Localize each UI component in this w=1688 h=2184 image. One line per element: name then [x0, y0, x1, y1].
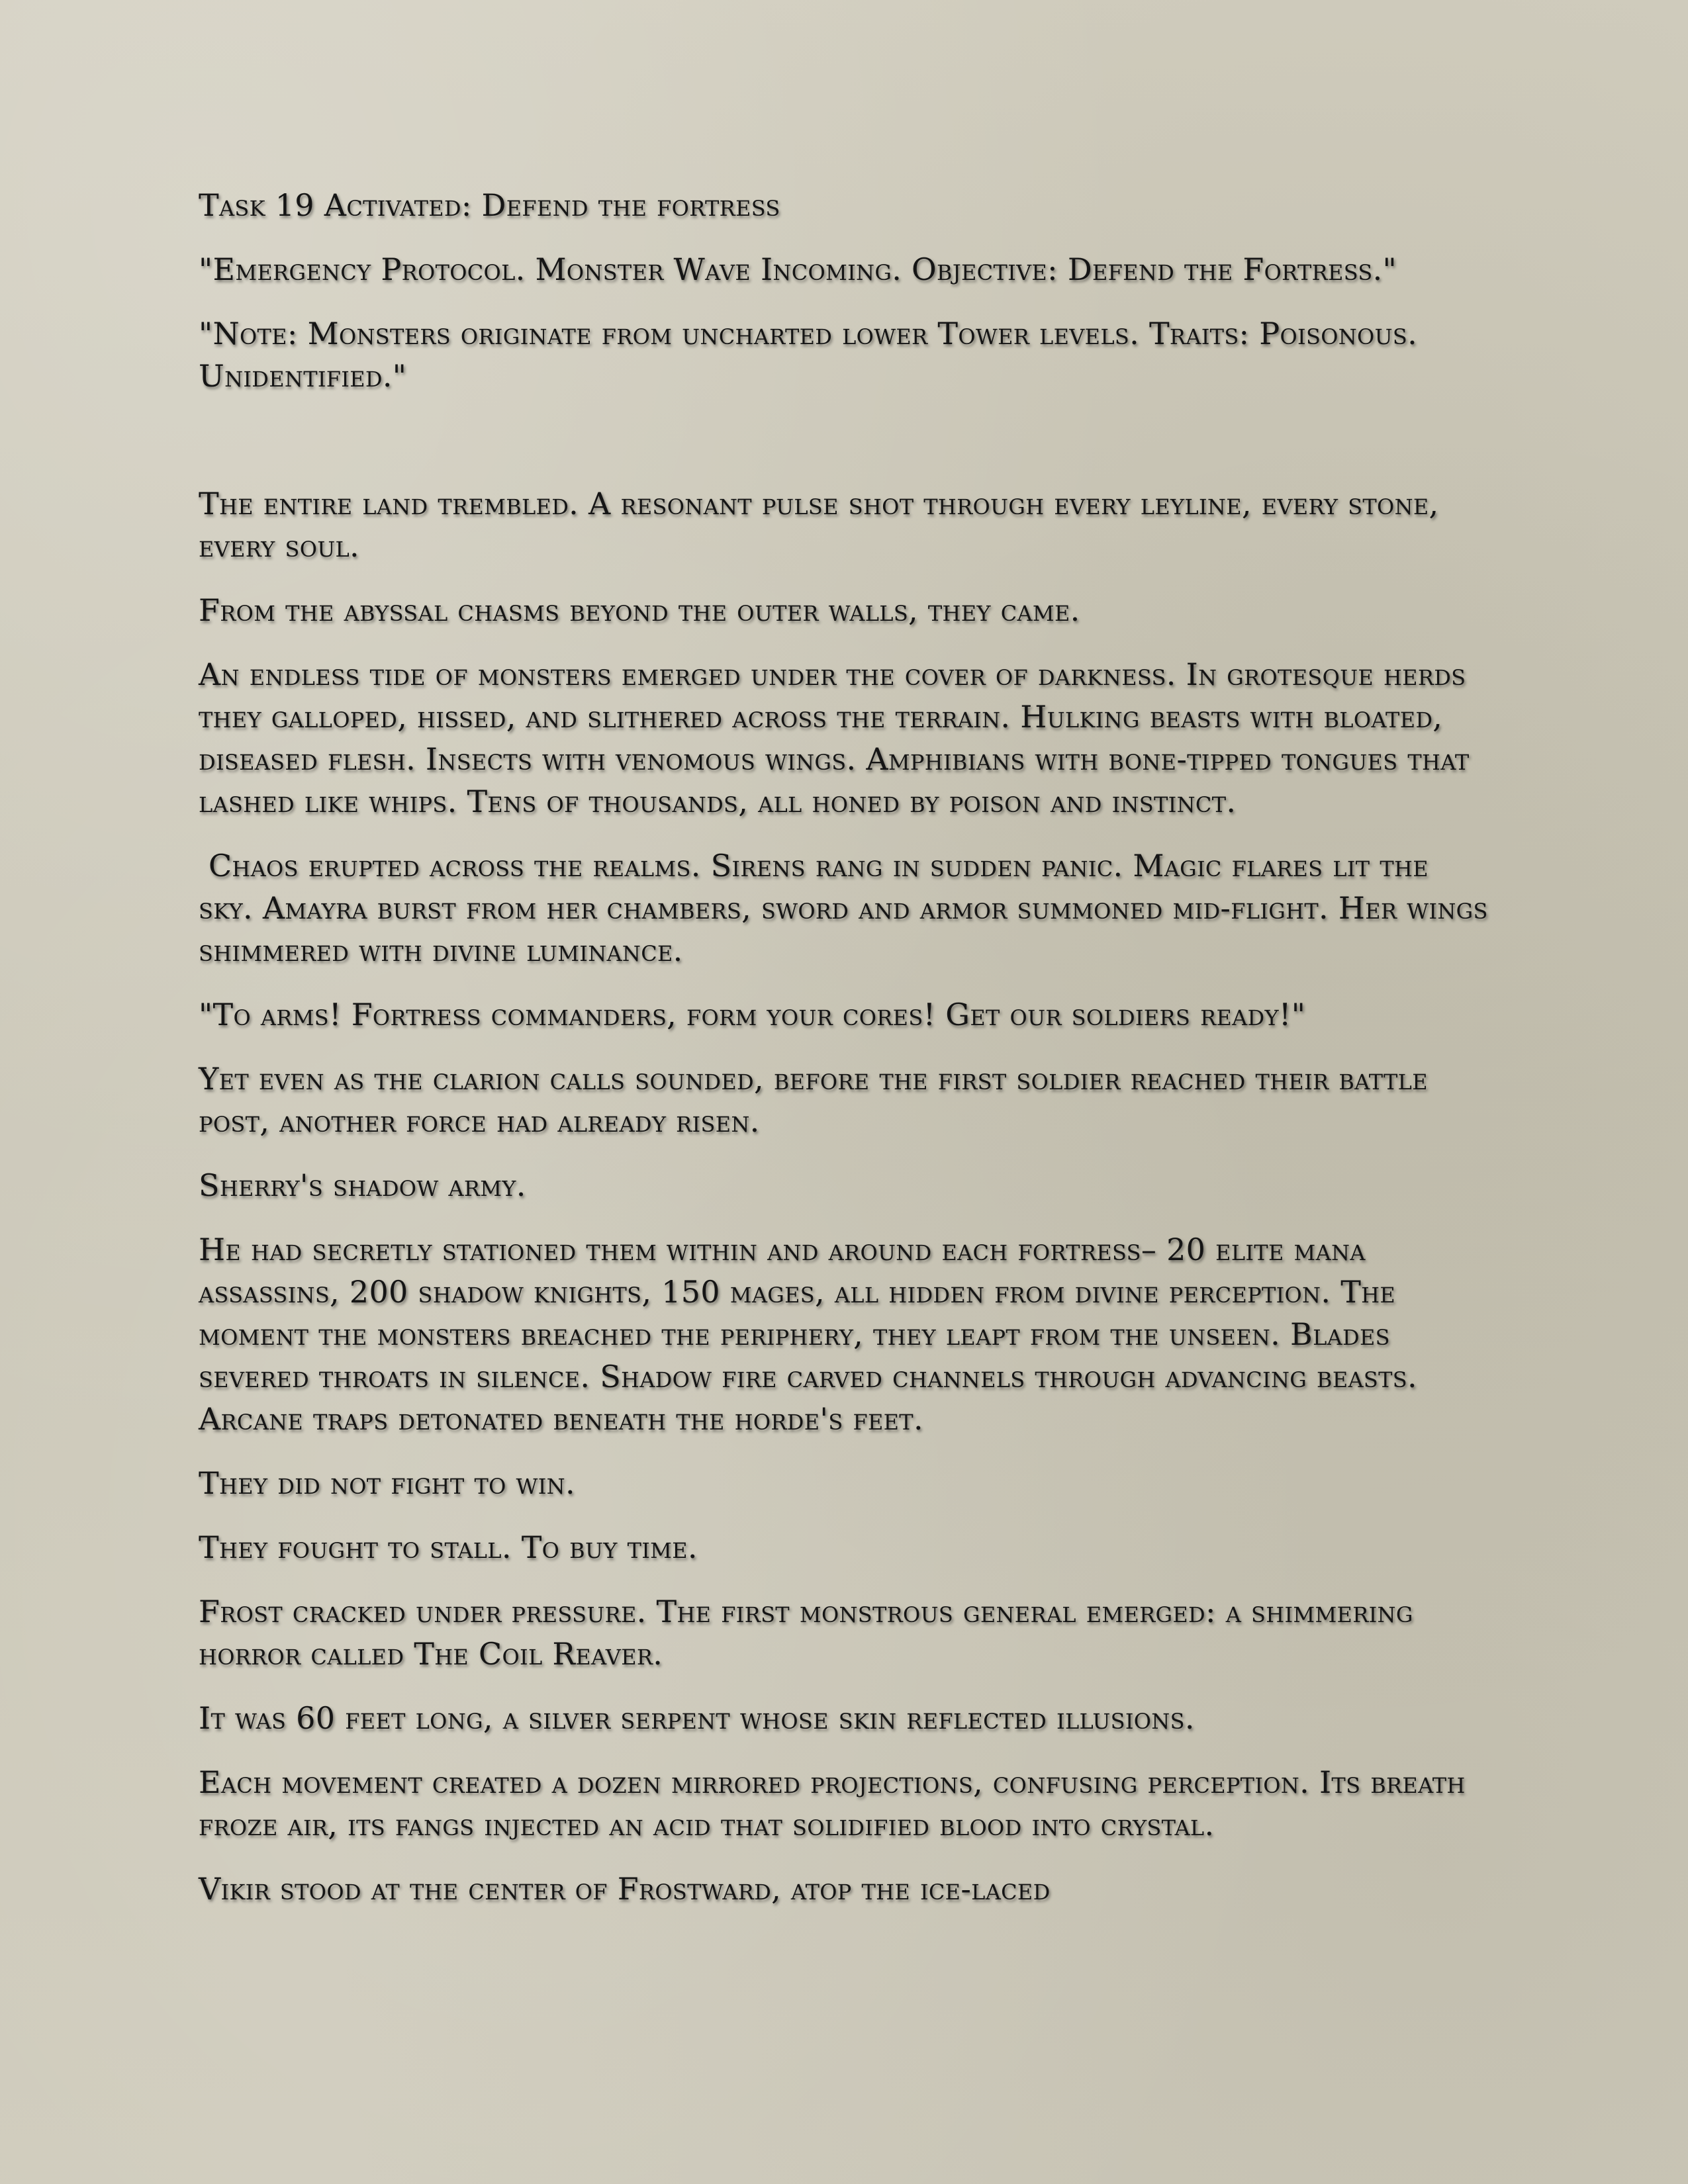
paragraph: Yet even as the clarion calls sounded, before the first soldier reached their battle post, another force had already risen. [199, 1061, 1438, 1139]
paragraph: "To arms! Fortress commanders, form your cores! Get our soldiers ready!" [199, 997, 1306, 1032]
paragraph: From the abyssal chasms beyond the outer walls, they came. [199, 592, 1080, 628]
paragraph: It was 60 feet long, a silver serpent whose skin reflected illusions. [199, 1700, 1195, 1736]
paragraph: They fought to stall. To buy time. [199, 1529, 698, 1565]
paragraph: Vikir stood at the center of Frostward, atop the ice-laced [199, 1871, 1051, 1907]
paragraph: Frost cracked under pressure. The first monstrous general emerged: a shimmering horror called The Coil Reaver. [199, 1594, 1423, 1672]
task-activated-line: Task 19 Activated: Defend the fortress [199, 187, 780, 223]
paragraph: An endless tide of monsters emerged under the cover of darkness. In grotesque herds they galloped, hissed, and slithered across the terrain. Hulking beasts with bloated, diseased flesh. Insects with venomous wings. Amphibians with bone-tipped tongues that lashed like whips. Tens of thousands, all honed by poison and instinct. [199, 657, 1479, 819]
paragraph: He had secretly stationed them within and around each fortress– 20 elite mana assassins, 200 shadow knights, 150 mages, all hidden from divine perception. The moment the monsters breached the periphery, they leapt from the unseen. Blades severed throats in silence. Shadow fire carved channels through advancing beasts. Arcane traps detonated beneath the horde's feet. [199, 1232, 1427, 1437]
paragraph: Each movement created a dozen mirrored projections, confusing perception. Its breath froze air, its fangs injected an acid that solidified blood into crystal. [199, 1764, 1476, 1843]
note-line: "Note: Monsters originate from uncharted lower Tower levels. Traits: Poisonous. Unidentified." [199, 316, 1427, 394]
section-gap [199, 419, 1489, 482]
paragraph: They did not fight to win. [199, 1465, 575, 1501]
paragraph: The entire land trembled. A resonant pulse shot through every leyline, every stone, every soul. [199, 486, 1449, 564]
emergency-protocol-line: "Emergency Protocol. Monster Wave Incoming. Objective: Defend the Fortress." [199, 251, 1397, 287]
paragraph: Chaos erupted across the realms. Sirens rang in sudden panic. Magic flares lit the sky. Amayra burst from her chambers, sword and armor summoned mid-flight. Her wings shimmered with divine luminance. [199, 848, 1498, 968]
paragraph: Sherry's shadow army. [199, 1167, 526, 1203]
